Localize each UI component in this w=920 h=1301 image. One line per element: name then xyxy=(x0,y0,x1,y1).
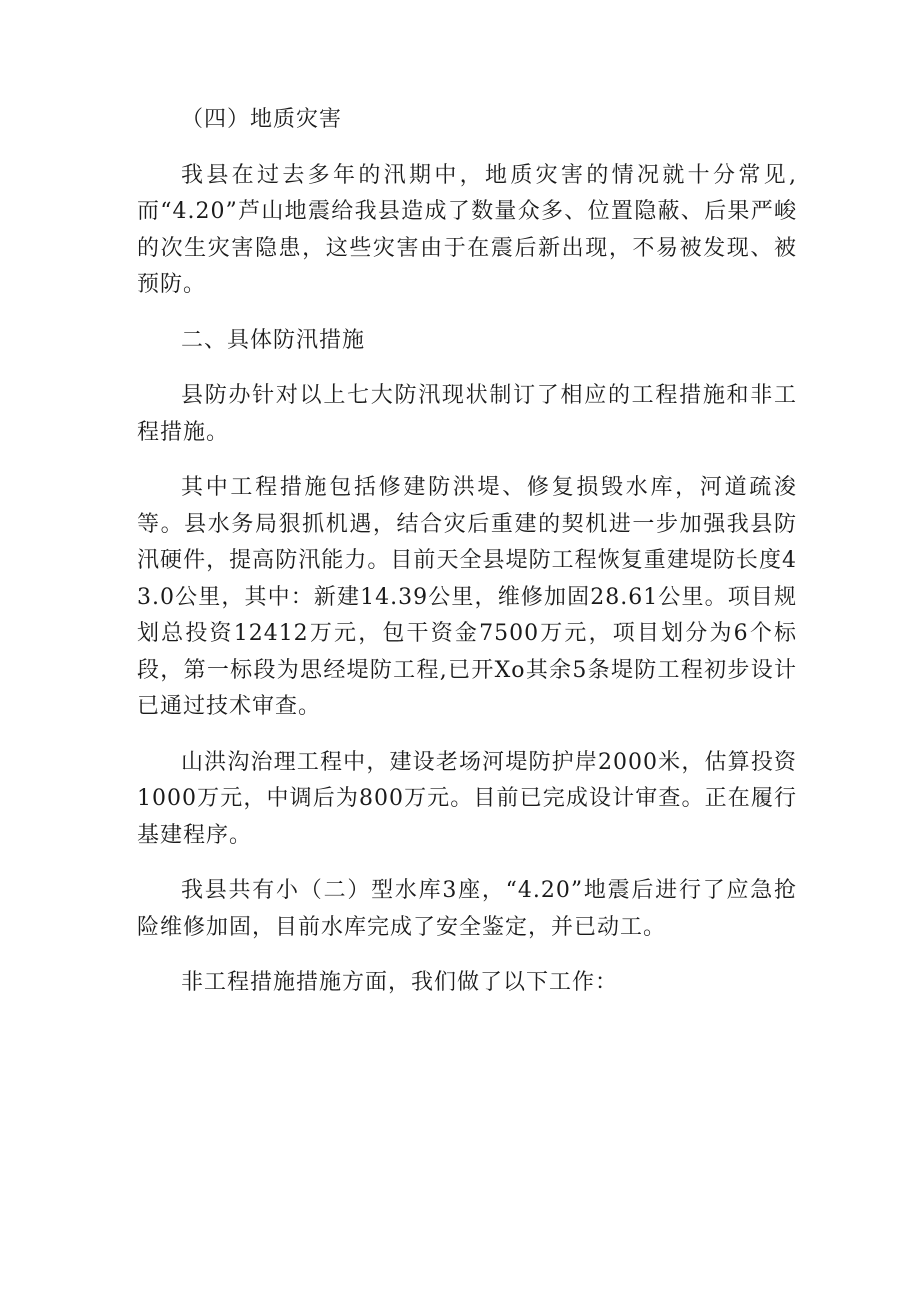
paragraph-measures-intro: 县防办针对以上七大防汛现状制订了相应的工程措施和非工程措施。 xyxy=(137,383,797,445)
paragraph-mountain-flood-control: 山洪沟治理工程中，建设老场河堤防护岸2000米，估算投资1000万元，中调后为800万元。目前已完成设计审查。正在履行基建程序。 xyxy=(137,749,797,848)
document-body xyxy=(137,102,797,1002)
paragraph-non-engineering-measures: 非工程措施措施方面，我们做了以下工作： xyxy=(181,970,619,995)
section-heading-geological-disasters: （四）地质灾害 xyxy=(181,107,343,132)
paragraph-reservoirs: 我县共有小（二）型水库3座，“4.20”地震后进行了应急抢险维修加固，目前水库完成了安全鉴定，并已动工。 xyxy=(137,878,797,940)
section-heading-flood-measures: 二、具体防汛措施 xyxy=(181,327,366,353)
paragraph-geological-disasters: 我县在过去多年的汛期中，地质灾害的情况就十分常见,而“4.20”芦山地震给我县造成了数量众多、位置隐蔽、后果严峻的次生灾害隐患，这些灾害由于在震后新出现，不易被发现、被预防。 xyxy=(137,162,797,297)
paragraph-engineering-measures: 其中工程措施包括修建防洪堤、修复损毁水库，河道疏浚等。县水务局狠抓机遇，结合灾后重建的契机进一步加强我县防汛硬件，提高防汛能力。目前天全县堤防工程恢复重建堤防长度43.0公里，其中：新建14.39公里，维修加固28.61公里。项目规划总投资12412万元，包干资金7500万元，项目划分为6个标段，第一标段为思经堤防工程,已开Xo其余5条堤防工程初步设计已通过技术审查。 xyxy=(137,475,797,719)
